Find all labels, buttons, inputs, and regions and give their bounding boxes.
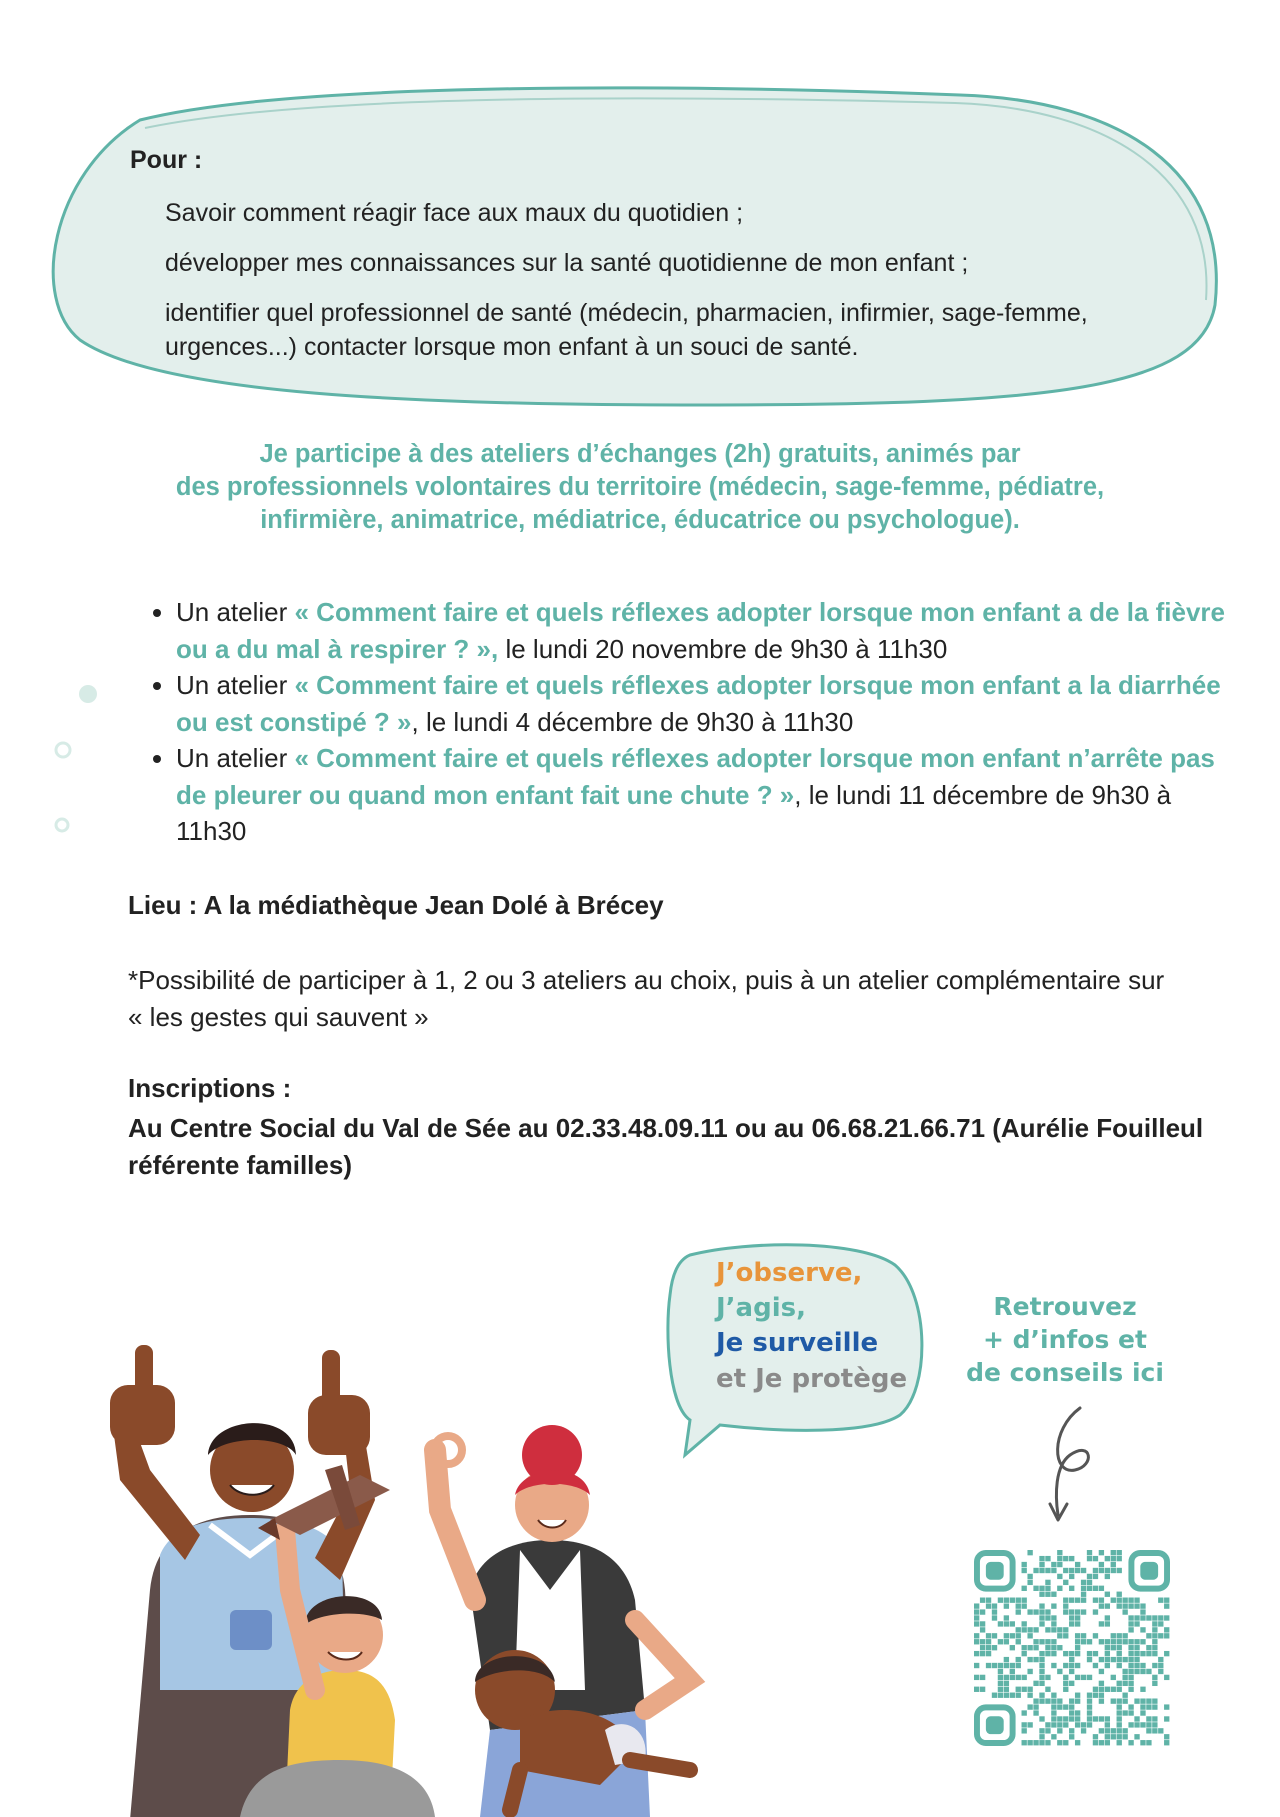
retrouvez-text bbox=[960, 1290, 1170, 1389]
lieu-text: Lieu : A la médiathèque Jean Dolé à Brécey bbox=[128, 890, 664, 920]
retrouvez-line: Retrouvez bbox=[993, 1292, 1137, 1321]
atelier-date: , le lundi 11 décembre de 9h30 à 11h30 bbox=[176, 779, 1172, 846]
retrouvez-line: + d’infos et bbox=[983, 1325, 1147, 1354]
atelier-date: , le lundi 4 décembre de 9h30 à 11h30 bbox=[411, 706, 854, 737]
intro-line: infirmière, animatrice, médiatrice, éducatrice ou psychologue). bbox=[260, 506, 1020, 534]
intro-line: Je participe à des ateliers d’échanges (2h) gratuits, animés par bbox=[259, 440, 1021, 468]
atelier-prefix: Un atelier bbox=[176, 743, 295, 773]
pour-item: Savoir comment réagir face aux maux du quotidien ; bbox=[165, 199, 744, 227]
family-illustration bbox=[90, 1290, 730, 1817]
atelier-prefix: Un atelier bbox=[176, 597, 295, 627]
ateliers-list bbox=[132, 594, 1246, 850]
atelier-title: « Comment faire et quels réflexes adopter lorsque mon enfant n’arrête pas de pleurer ou quand mon enfant fait une chute ? » bbox=[176, 743, 1215, 810]
inscriptions-text: Au Centre Social du Val de Sée au 02.33.48.09.11 ou au 06.68.21.66.71 (Aurélie Fouilleul référente familles) bbox=[128, 1113, 1204, 1180]
intro-line: des professionnels volontaires du territoire (médecin, sage-femme, pédiatre, bbox=[175, 473, 1105, 501]
qr-code-icon[interactable] bbox=[974, 1550, 1170, 1746]
curly-arrow-icon bbox=[1030, 1400, 1110, 1530]
speech-line: et Je protège bbox=[716, 1364, 908, 1394]
pour-item: développer mes connaissances sur la santé quotidienne de mon enfant ; bbox=[165, 249, 969, 277]
speech-line: J’agis, bbox=[716, 1293, 806, 1323]
retrouvez-line: de conseils ici bbox=[966, 1358, 1164, 1387]
pour-title: Pour : bbox=[130, 146, 203, 174]
atelier-title: « Comment faire et quels réflexes adopter lorsque mon enfant a la diarrhée ou est constipé ? » bbox=[176, 670, 1221, 737]
intro-text bbox=[120, 438, 1160, 537]
atelier-date: le lundi 20 novembre de 9h30 à 11h30 bbox=[498, 633, 948, 664]
pour-item: identifier quel professionnel de santé (médecin, pharmacien, infirmier, sage-femme, urgences...) contacter lorsque mon enfant à un souci de santé. bbox=[165, 299, 1088, 361]
atelier-item bbox=[176, 740, 1246, 850]
inscriptions-title: Inscriptions : bbox=[128, 1073, 292, 1103]
atelier-prefix: Un atelier bbox=[176, 670, 295, 700]
note-text: *Possibilité de participer à 1, 2 ou 3 ateliers au choix, puis à un atelier complémentaire sur « les gestes qui sauvent » bbox=[128, 965, 1165, 1032]
speech-line: J’observe, bbox=[716, 1258, 863, 1288]
atelier-item bbox=[176, 594, 1246, 667]
speech-line: Je surveille bbox=[716, 1328, 879, 1358]
atelier-title: « Comment faire et quels réflexes adopter lorsque mon enfant a de la fièvre ou a du mal à respirer ? », bbox=[176, 597, 1226, 664]
atelier-item bbox=[176, 667, 1246, 740]
